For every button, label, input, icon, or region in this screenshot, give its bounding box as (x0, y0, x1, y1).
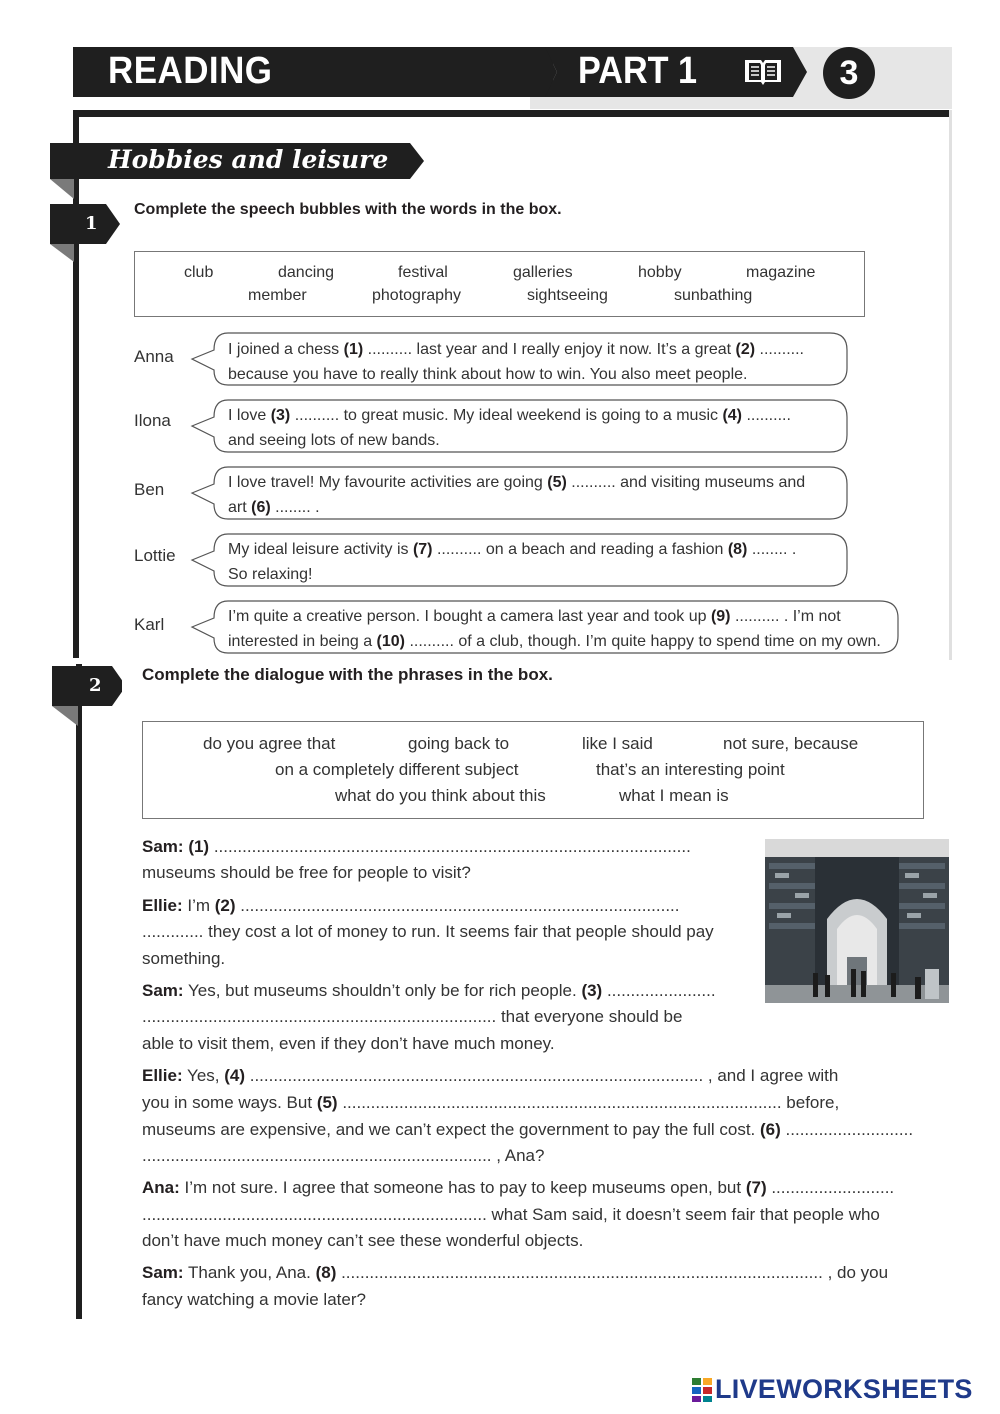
dialogue-line: Sam: Thank you, Ana. (8) ...................................................................................................... , do you (142, 1263, 889, 1282)
dialogue-line: ............. they cost a lot of money to run. It seems fair that people should pay (142, 922, 714, 941)
exercise-1-number: 1 (85, 213, 98, 234)
word-item: dancing (278, 264, 335, 281)
phrase-item: do you agree that (203, 734, 336, 753)
dialogue-line: don’t have much money can’t see these wonderful objects. (142, 1231, 584, 1250)
dialogue-line: ......................................................................... what Sam said, it doesn’t seem fair that people who (142, 1205, 880, 1224)
phrase-item: that’s an interesting point (596, 760, 785, 779)
exercise-1-instruction: Complete the speech bubbles with the words in the box. (134, 201, 562, 218)
word-item: member (248, 287, 307, 304)
header-rule (73, 110, 950, 117)
dialogue-line: Sam: (1) ..................................................................................................... (142, 837, 691, 856)
phrase-item: what I mean is (619, 786, 729, 805)
word-item: festival (398, 264, 448, 281)
speech-bubble-ben: I love travel! My favourite activities are going (5) .......... and visiting museums and art (6) ........ . (228, 474, 806, 516)
word-item: galleries (513, 264, 573, 281)
liveworksheets-logo-icon (692, 1378, 712, 1402)
speaker-name: Ben (134, 480, 165, 499)
dialogue-line: something. (142, 949, 226, 968)
liveworksheets-logo-text: LIVEWORKSHEETS (715, 1374, 973, 1404)
word-item: sightseeing (527, 287, 608, 304)
phrase-item: like I said (582, 734, 653, 753)
section-banner-title: Hobbies and leisure (108, 145, 389, 174)
dialogue-line: Sam: Yes, but museums shouldn’t only be for rich people. (3) ....................... (142, 981, 716, 1000)
speaker-name: Anna (134, 347, 174, 366)
dialogue-line: you in some ways. But (5) ............................................................................................. before, (142, 1093, 840, 1112)
speaker-name: Karl (134, 615, 165, 634)
exercise-2-marker (52, 666, 122, 736)
word-item: photography (372, 287, 461, 304)
exercise-2-instruction: Complete the dialogue with the phrases in the box. (142, 665, 553, 684)
dialogue-line: Ellie: I’m (2) ............................................................................................. (142, 896, 680, 915)
dialogue-line: fancy watching a movie later? (142, 1290, 366, 1309)
phrase-item: going back to (408, 734, 510, 753)
exercise-2-number: 2 (89, 675, 102, 696)
part-label: PART 1 (578, 50, 698, 92)
speech-bubble-lottie: My ideal leisure activity is (7) .......... on a beach and reading a fashion (8) ........ . So relaxing! (228, 541, 797, 583)
word-box (134, 251, 865, 317)
museum-photo (765, 839, 949, 1003)
word-item: hobby (638, 264, 682, 281)
word-item: sunbathing (674, 287, 753, 304)
speech-bubble-anna: I joined a chess (1) .......... last year and I really enjoy it now. It’s a great (2) .......... because you have to really think about how to win. You also meet people. (228, 341, 804, 383)
speech-bubble-karl: I’m quite a creative person. I bought a camera last year and took up (9) .......... . I’m not interested in being a (10) .......... of a club, though. I’m quite happy to spend time on my own. (228, 608, 881, 650)
word-item: magazine (746, 264, 816, 281)
speaker-name: Lottie (134, 546, 176, 565)
left-margin-bar-2 (76, 664, 82, 1319)
dialogue-line: Ellie: Yes, (4) ................................................................................................ , and I agree with (142, 1066, 839, 1085)
speaker-name: Ilona (134, 411, 171, 430)
unit-number-badge: 3 (823, 47, 875, 99)
book-icon (742, 56, 784, 86)
phrase-item: on a completely different subject (275, 760, 519, 779)
phrase-item: not sure, because (723, 734, 859, 753)
speech-bubble-ilona: I love (3) .......... to great music. My ideal weekend is going to a music (4) .......... and seeing lots of new bands. (228, 407, 791, 449)
dialogue-line: able to visit them, even if they don’t have much money. (142, 1034, 555, 1053)
right-margin-bar (949, 110, 952, 660)
liveworksheets-logo[interactable] (692, 1374, 973, 1405)
phrase-item: what do you think about this (335, 786, 546, 805)
word-item: club (184, 264, 214, 281)
phrase-box (142, 721, 924, 819)
dialogue-line: ........................................................................... that everyone should be (142, 1007, 683, 1026)
dialogue-line: museums are expensive, and we can’t expect the government to pay the full cost. (6) ........................... (142, 1120, 914, 1139)
dialogue-line: museums should be free for people to visit? (142, 863, 471, 882)
dialogue-line: Ana: I’m not sure. I agree that someone has to pay to keep museums open, but (7) .......................... (142, 1178, 895, 1197)
section-title: READING (108, 50, 273, 92)
dialogue-line: .......................................................................... , Ana? (142, 1146, 545, 1165)
